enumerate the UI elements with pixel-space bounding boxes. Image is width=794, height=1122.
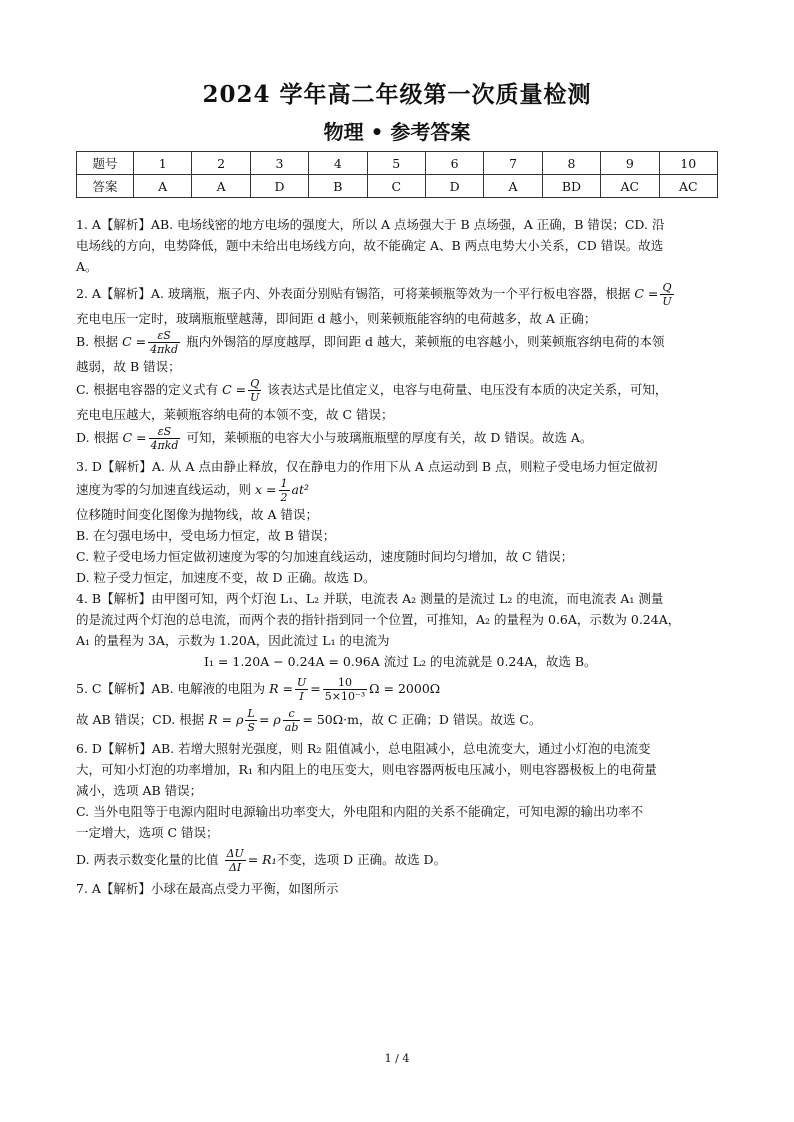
q6-text: 不变，选项 D 正确。故选 D。 [276, 852, 447, 867]
q4-line: I₁ = 1.20A − 0.24A = 0.96A 流过 L₂ 的电流就是 0.24A，故选 B。 [204, 654, 597, 669]
q6-line: 减小，选项 AB 错误； [76, 783, 203, 798]
fraction-den: S [247, 721, 255, 734]
fraction-den: 2 [280, 491, 288, 504]
answer-cell: A [484, 175, 542, 198]
fraction [248, 377, 261, 404]
fraction [323, 676, 367, 703]
q2-text: 可知，莱顿瓶的电容大小与玻璃瓶瓶壁的厚度有关，故 D 错误。故选 A。 [186, 430, 593, 445]
fraction [279, 477, 290, 504]
question-number-cell: 5 [367, 152, 425, 175]
q5-text: ，故 C 正确；D 错误。故选 C。 [358, 712, 542, 727]
answer-cell: BD [542, 175, 600, 198]
q6-line [76, 847, 718, 874]
fraction-den: U [662, 295, 672, 308]
q2-line [76, 425, 718, 452]
answer-table-number-row [77, 152, 718, 175]
q6-line: 一定增大，选项 C 错误； [76, 825, 219, 840]
fraction-num: Q [248, 377, 261, 391]
explanations [76, 214, 718, 899]
q6-line: C. 当外电阻等于电源内阻时电源输出功率变大，外电阻和内阻的关系不能确定，可知电源的输出功率不 [76, 804, 644, 819]
q2-line: 充电电压越大，莱顿瓶容纳电荷的本领不变，故 C 错误； [76, 407, 394, 422]
fraction-den: 5×10⁻³ [324, 690, 366, 703]
q2-text: 2. A【解析】A. 玻璃瓶，瓶子内、外表面分别贴有锡箔，可将莱顿瓶等效为一个平行板电容器，根据 [76, 286, 631, 301]
fraction [149, 425, 181, 452]
page-subtitle: 物理 • 参考答案 [323, 120, 471, 144]
formula-rhs: = 50Ω·m [302, 712, 359, 727]
q3-line: C. 粒子受电场力恒定做初速度为零的匀加速直线运动，速度随时间均匀增加，故 C 错误； [76, 549, 574, 564]
row-label-answer: 答案 [77, 175, 134, 198]
q3-text: 速度为零的匀加速直线运动，则 [76, 482, 252, 497]
fraction-num: εS [148, 329, 180, 343]
q2-text: D. 根据 [76, 430, 119, 445]
q2-text: 瓶内外锡箔的厚度越厚，即间距 d 越大，莱顿瓶的电容越小，则莱顿瓶容纳电荷的本领 [186, 334, 665, 349]
row-label-number: 题号 [77, 152, 134, 175]
q3-line: 3. D【解析】A. 从 A 点由静止释放，仅在静电力的作用下从 A 点运动到 B 点，则粒子受电场力恒定做初 [76, 459, 658, 474]
answer-cell: D [250, 175, 308, 198]
q6-text: D. 两表示数变化量的比值 [76, 852, 219, 867]
formula-mid: = ρ [258, 712, 281, 727]
question-number-cell: 10 [659, 152, 717, 175]
question-number-cell: 3 [250, 152, 308, 175]
answer-cell: B [309, 175, 367, 198]
fraction-num: L [245, 707, 257, 721]
formula-eq: = [310, 681, 321, 696]
fraction [283, 707, 301, 734]
q1-line: 1. A【解析】AB. 电场线密的地方电场的强度大，所以 A 点场强大于 B 点场强，A 正确，B 错误；CD. 沿 [76, 217, 665, 232]
fraction [245, 707, 257, 734]
answer-cell: C [367, 175, 425, 198]
q2-line: 越弱，故 B 错误； [76, 359, 181, 374]
question-number-cell: 4 [309, 152, 367, 175]
formula-lhs: C = [122, 430, 147, 445]
fraction [660, 281, 673, 308]
page-title: 2024 学年高二年级第一次质量检测 [202, 81, 592, 108]
q2-line: 充电电压一定时，玻璃瓶瓶壁越薄，即间距 d 越小，则莱顿瓶能容纳的电荷越多，故 A 正确； [76, 311, 597, 326]
question-number-cell: 9 [601, 152, 659, 175]
question-number-cell: 1 [134, 152, 192, 175]
fraction [148, 329, 180, 356]
question-number-cell: 2 [192, 152, 250, 175]
question-number-cell: 6 [425, 152, 483, 175]
formula-lhs: C = [122, 334, 147, 349]
q4-line: 4. B【解析】由甲图可知，两个灯泡 L₁、L₂ 并联，电流表 A₂ 测量的是流过 L₂ 的电流，而电流表 A₁ 测量 [76, 591, 664, 606]
answer-table-answer-row [77, 175, 718, 198]
q5-line [76, 676, 718, 703]
q2-line [76, 329, 718, 356]
formula-lhs: C = [634, 286, 659, 301]
formula-lhs: x = [255, 482, 277, 497]
fraction-num: U [296, 676, 307, 689]
fraction-den: 4πkd [150, 343, 179, 356]
answer-cell: A [192, 175, 250, 198]
answer-cell: D [425, 175, 483, 198]
question-number-cell: 7 [484, 152, 542, 175]
fraction-den: I [299, 690, 304, 703]
q2-text: B. 根据 [76, 334, 119, 349]
q6-line: 大，可知小灯泡的功率增加，R₁ 和内阻上的电压变大，则电容器两板电压减小，则电容器极板上的电荷量 [76, 762, 657, 777]
q7-line: 7. A【解析】小球在最高点受力平衡，如图所示 [76, 881, 339, 896]
q6-line: 6. D【解析】AB. 若增大照射光强度，则 R₂ 阻值减小，总电阻减小，总电流变大，通过小灯泡的电流变 [76, 741, 651, 756]
formula-rhs: = R₁ [247, 852, 277, 867]
q2-text: C. 根据电容器的定义式有 [76, 382, 219, 397]
q5-text: 故 AB 错误；CD. 根据 [76, 712, 205, 727]
q5-line [76, 707, 718, 734]
fraction-den: ΔI [228, 861, 242, 874]
q2-text: 该表达式是比值定义，电容与电荷量、电压没有本质的决定关系，可知， [267, 382, 668, 397]
q3-line: B. 在匀强电场中，受电场力恒定，故 B 错误； [76, 528, 336, 543]
fraction-num: ΔU [226, 847, 244, 860]
fraction [225, 847, 246, 874]
formula-lhs: C = [222, 382, 247, 397]
fraction-num: c [283, 707, 301, 721]
answer-table [76, 151, 718, 198]
answer-cell: A [134, 175, 192, 198]
q3-line [76, 477, 718, 504]
page-number: 1 / 4 [384, 1052, 410, 1065]
q3-line: D. 粒子受力恒定，加速度不变，故 D 正确。故选 D。 [76, 570, 376, 585]
fraction [295, 676, 308, 703]
answer-cell: AC [659, 175, 717, 198]
q2-line [76, 377, 718, 404]
fraction-num: Q [660, 281, 673, 295]
q3-line: 位移随时间变化图像为抛物线，故 A 错误； [76, 507, 318, 522]
q4-line: 的是流过两个灯泡的总电流，而两个表的指针指到同一个位置，可推知，A₂ 的量程为 0.6A，示数为 0.24A， [76, 612, 681, 627]
q1-line: A。 [76, 259, 98, 274]
fraction-num: 1 [280, 477, 288, 490]
q2-line [76, 281, 718, 308]
fraction-num: 10 [323, 676, 367, 690]
formula-rhs: Ω = 2000Ω [369, 681, 441, 696]
answer-cell: AC [601, 175, 659, 198]
fraction-den: ab [284, 721, 299, 734]
formula-rhs: at² [291, 482, 309, 497]
q5-text: 5. C【解析】AB. 电解液的电阻为 [76, 681, 266, 696]
fraction-den: U [250, 391, 260, 404]
q1-line: 电场线的方向，电势降低，题中未给出电场线方向，故不能确定 A、B 两点电势大小关系，CD 错误。故选 [76, 238, 664, 253]
fraction-den: 4πkd [150, 439, 179, 452]
formula-lhs: R = [269, 681, 293, 696]
fraction-num: εS [149, 425, 181, 439]
q4-line: A₁ 的量程为 3A，示数为 1.20A，因此流过 L₁ 的电流为 [76, 633, 390, 648]
question-number-cell: 8 [542, 152, 600, 175]
formula-lhs: R = ρ [208, 712, 244, 727]
